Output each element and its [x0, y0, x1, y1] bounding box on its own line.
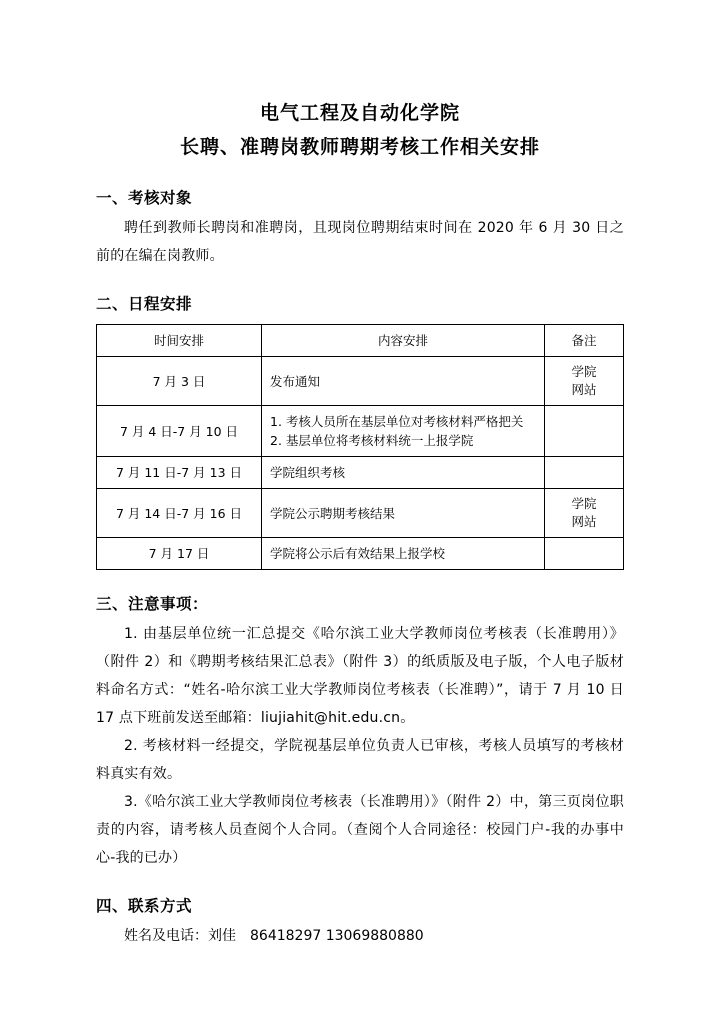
cell-note	[545, 357, 624, 406]
cell-note	[545, 457, 624, 489]
cell-note-line: 网站	[571, 514, 597, 529]
contact-info: 姓名及电话：刘佳 86418297 13069880880	[124, 928, 424, 944]
page-title	[96, 96, 624, 164]
table-row	[97, 538, 624, 570]
table-row	[97, 457, 624, 489]
cell-content: 学院公示聘期考核结果	[262, 489, 545, 538]
cell-note	[545, 489, 624, 538]
table-header-row	[97, 325, 624, 357]
cell-content: 学院组织考核	[262, 457, 545, 489]
cell-note-line: 学院	[571, 364, 597, 379]
column-header-time: 时间安排	[97, 325, 262, 357]
cell-time: 7 月 14 日-7 月 16 日	[97, 489, 262, 538]
cell-content	[262, 406, 545, 457]
cell-content: 学院将公示后有效结果上报学校	[262, 538, 545, 570]
column-header-note: 备注	[545, 325, 624, 357]
note-paragraph-3: 3.《哈尔滨工业大学教师岗位考核表（长准聘用）》（附件 2）中，第三页岗位职责的内容，请考核人员查阅个人合同。（查阅个人合同途径：校园门户-我的办事中心-我的已办）	[96, 794, 624, 866]
note-paragraph-2: 2. 考核材料一经提交，学院视基层单位负责人已审核，考核人员填写的考核材料真实有效。	[96, 738, 624, 782]
table-row	[97, 489, 624, 538]
title-line-1: 电气工程及自动化学院	[259, 102, 460, 124]
cell-content: 发布通知	[262, 357, 545, 406]
schedule-table	[96, 324, 624, 570]
cell-note	[545, 406, 624, 457]
cell-time: 7 月 3 日	[97, 357, 262, 406]
cell-time: 7 月 4 日-7 月 10 日	[97, 406, 262, 457]
cell-content-line: 2. 基层单位将考核材料统一上报学院	[270, 433, 474, 448]
cell-note	[545, 538, 624, 570]
section-heading-assessment-targets: 一、考核对象	[96, 189, 193, 207]
note-paragraph-1: 1. 由基层单位统一汇总提交《哈尔滨工业大学教师岗位考核表（长准聘用）》（附件 2）和《聘期考核结果汇总表》（附件 3）的纸质版及电子版，个人电子版材料命名方式：“姓名-哈尔滨工业大学教师岗位考核表（长准聘）”，请于 7 月 10 日 17 点下班前发送至邮箱：liujiahit@hit.edu.cn。	[96, 626, 624, 726]
cell-note-line: 学院	[571, 496, 597, 511]
cell-time: 7 月 17 日	[97, 538, 262, 570]
section-paragraph-assessment-targets: 聘任到教师长聘岗和准聘岗，且现岗位聘期结束时间在 2020 年 6 月 30 日之前的在编在岗教师。	[96, 220, 624, 264]
section-heading-schedule: 二、日程安排	[96, 295, 193, 313]
cell-time: 7 月 11 日-7 月 13 日	[97, 457, 262, 489]
title-line-2: 长聘、准聘岗教师聘期考核工作相关安排	[179, 136, 540, 158]
section-heading-contact: 四、联系方式	[96, 897, 193, 915]
table-row	[97, 406, 624, 457]
section-heading-notes: 三、注意事项：	[96, 595, 209, 613]
cell-content-line: 1. 考核人员所在基层单位对考核材料严格把关	[270, 414, 524, 429]
column-header-content: 内容安排	[262, 325, 545, 357]
table-row	[97, 357, 624, 406]
cell-note-line: 网站	[571, 382, 597, 397]
